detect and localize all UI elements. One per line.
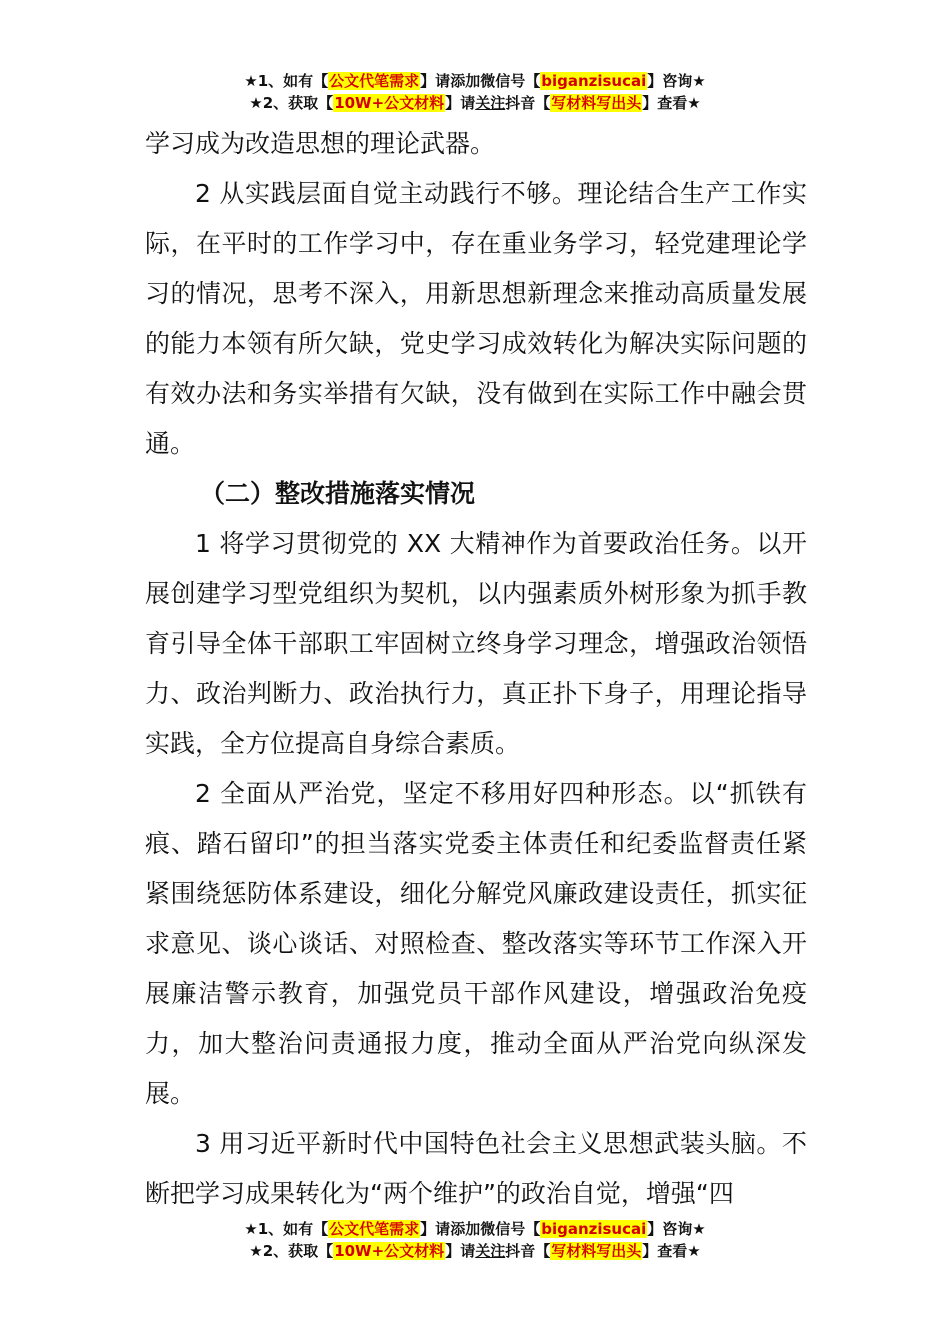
banner-text: 】请	[445, 1242, 476, 1260]
banner-text: ★1、如有【	[244, 72, 329, 90]
banner-highlight: 10W+公文材料	[334, 94, 445, 112]
paragraph-1: 2 从实践层面自觉主动践行不够。理论结合生产工作实际，在平时的工作学习中，存在重业务学习，轻党建理论学习的情况，思考不深入，用新思想新理念来推动高质量发展的能力本领有所欠缺，党史学习成效转化为解决实际问题的有效办法和务实举措有欠缺，没有做到在实际工作中融会贯通。	[145, 179, 807, 458]
banner-line-2	[0, 92, 950, 114]
banner-text: ★1、如有【	[244, 1220, 329, 1238]
paragraph-2: 1 将学习贯彻党的 XX 大精神作为首要政治任务。以开展创建学习型党组织为契机，以内强素质外树形象为抓手教育引导全体干部职工牢固树立终身学习理念，增强政治领悟力、政治判断力、政治执行力，真正扑下身子，用理论指导实践，全方位提高自身综合素质。	[145, 529, 807, 758]
paragraph-continued: 学习成为改造思想的理论武器。	[145, 129, 496, 158]
banner-text: 抖音【	[505, 94, 551, 112]
footer-banner	[0, 1218, 950, 1262]
paragraph-3: 2 全面从严治党，坚定不移用好四种形态。以“抓铁有痕、踏石留印”的担当落实党委主体责任和纪委监督责任紧紧围绕惩防体系建设，细化分解党风廉政建设责任，抓实征求意见、谈心谈话、对照检查、整改落实等环节工作深入开展廉洁警示教育，加强党员干部作风建设，增强政治免疫力，加大整治问责通报力度，推动全面从严治党向纵深发展。	[145, 779, 807, 1108]
banner-text: 抖音【	[505, 1242, 551, 1260]
banner-line-1	[0, 70, 950, 92]
banner-highlight: 公文代笔需求	[329, 72, 420, 90]
paragraph-4: 3 用习近平新时代中国特色社会主义思想武装头脑。不断把学习成果转化为“两个维护”的政治自觉，增强“四	[145, 1129, 807, 1208]
banner-text: 】查看★	[642, 1242, 701, 1260]
banner-highlight: 公文代笔需求	[329, 1220, 420, 1238]
banner-highlight: biganzisucai	[541, 72, 647, 90]
document-body	[145, 119, 807, 1219]
banner-highlight: biganzisucai	[541, 1220, 647, 1238]
banner-text: 】请	[420, 72, 451, 90]
banner-text: 】咨询★	[647, 1220, 706, 1238]
banner-text: ★2、获取【	[249, 94, 334, 112]
banner-highlight: 10W+公文材料	[334, 1242, 445, 1260]
banner-line-1	[0, 1218, 950, 1240]
header-banner	[0, 70, 950, 114]
banner-text: 关注	[475, 1242, 506, 1260]
banner-text: 微信号【	[480, 72, 541, 90]
banner-highlight: 写材料写出头	[551, 94, 642, 112]
section-heading: （二）整改措施落实情况	[200, 479, 476, 508]
banner-text: 添加	[450, 72, 481, 90]
banner-text: 添加	[450, 1220, 481, 1238]
banner-text: 】请	[445, 94, 476, 112]
banner-line-2	[0, 1240, 950, 1262]
banner-text: ★2、获取【	[249, 1242, 334, 1260]
banner-text: 】咨询★	[647, 72, 706, 90]
banner-text: 微信号【	[480, 1220, 541, 1238]
banner-text: 】查看★	[642, 94, 701, 112]
banner-highlight: 写材料写出头	[551, 1242, 642, 1260]
banner-text: 】请	[420, 1220, 451, 1238]
banner-text: 关注	[475, 94, 506, 112]
